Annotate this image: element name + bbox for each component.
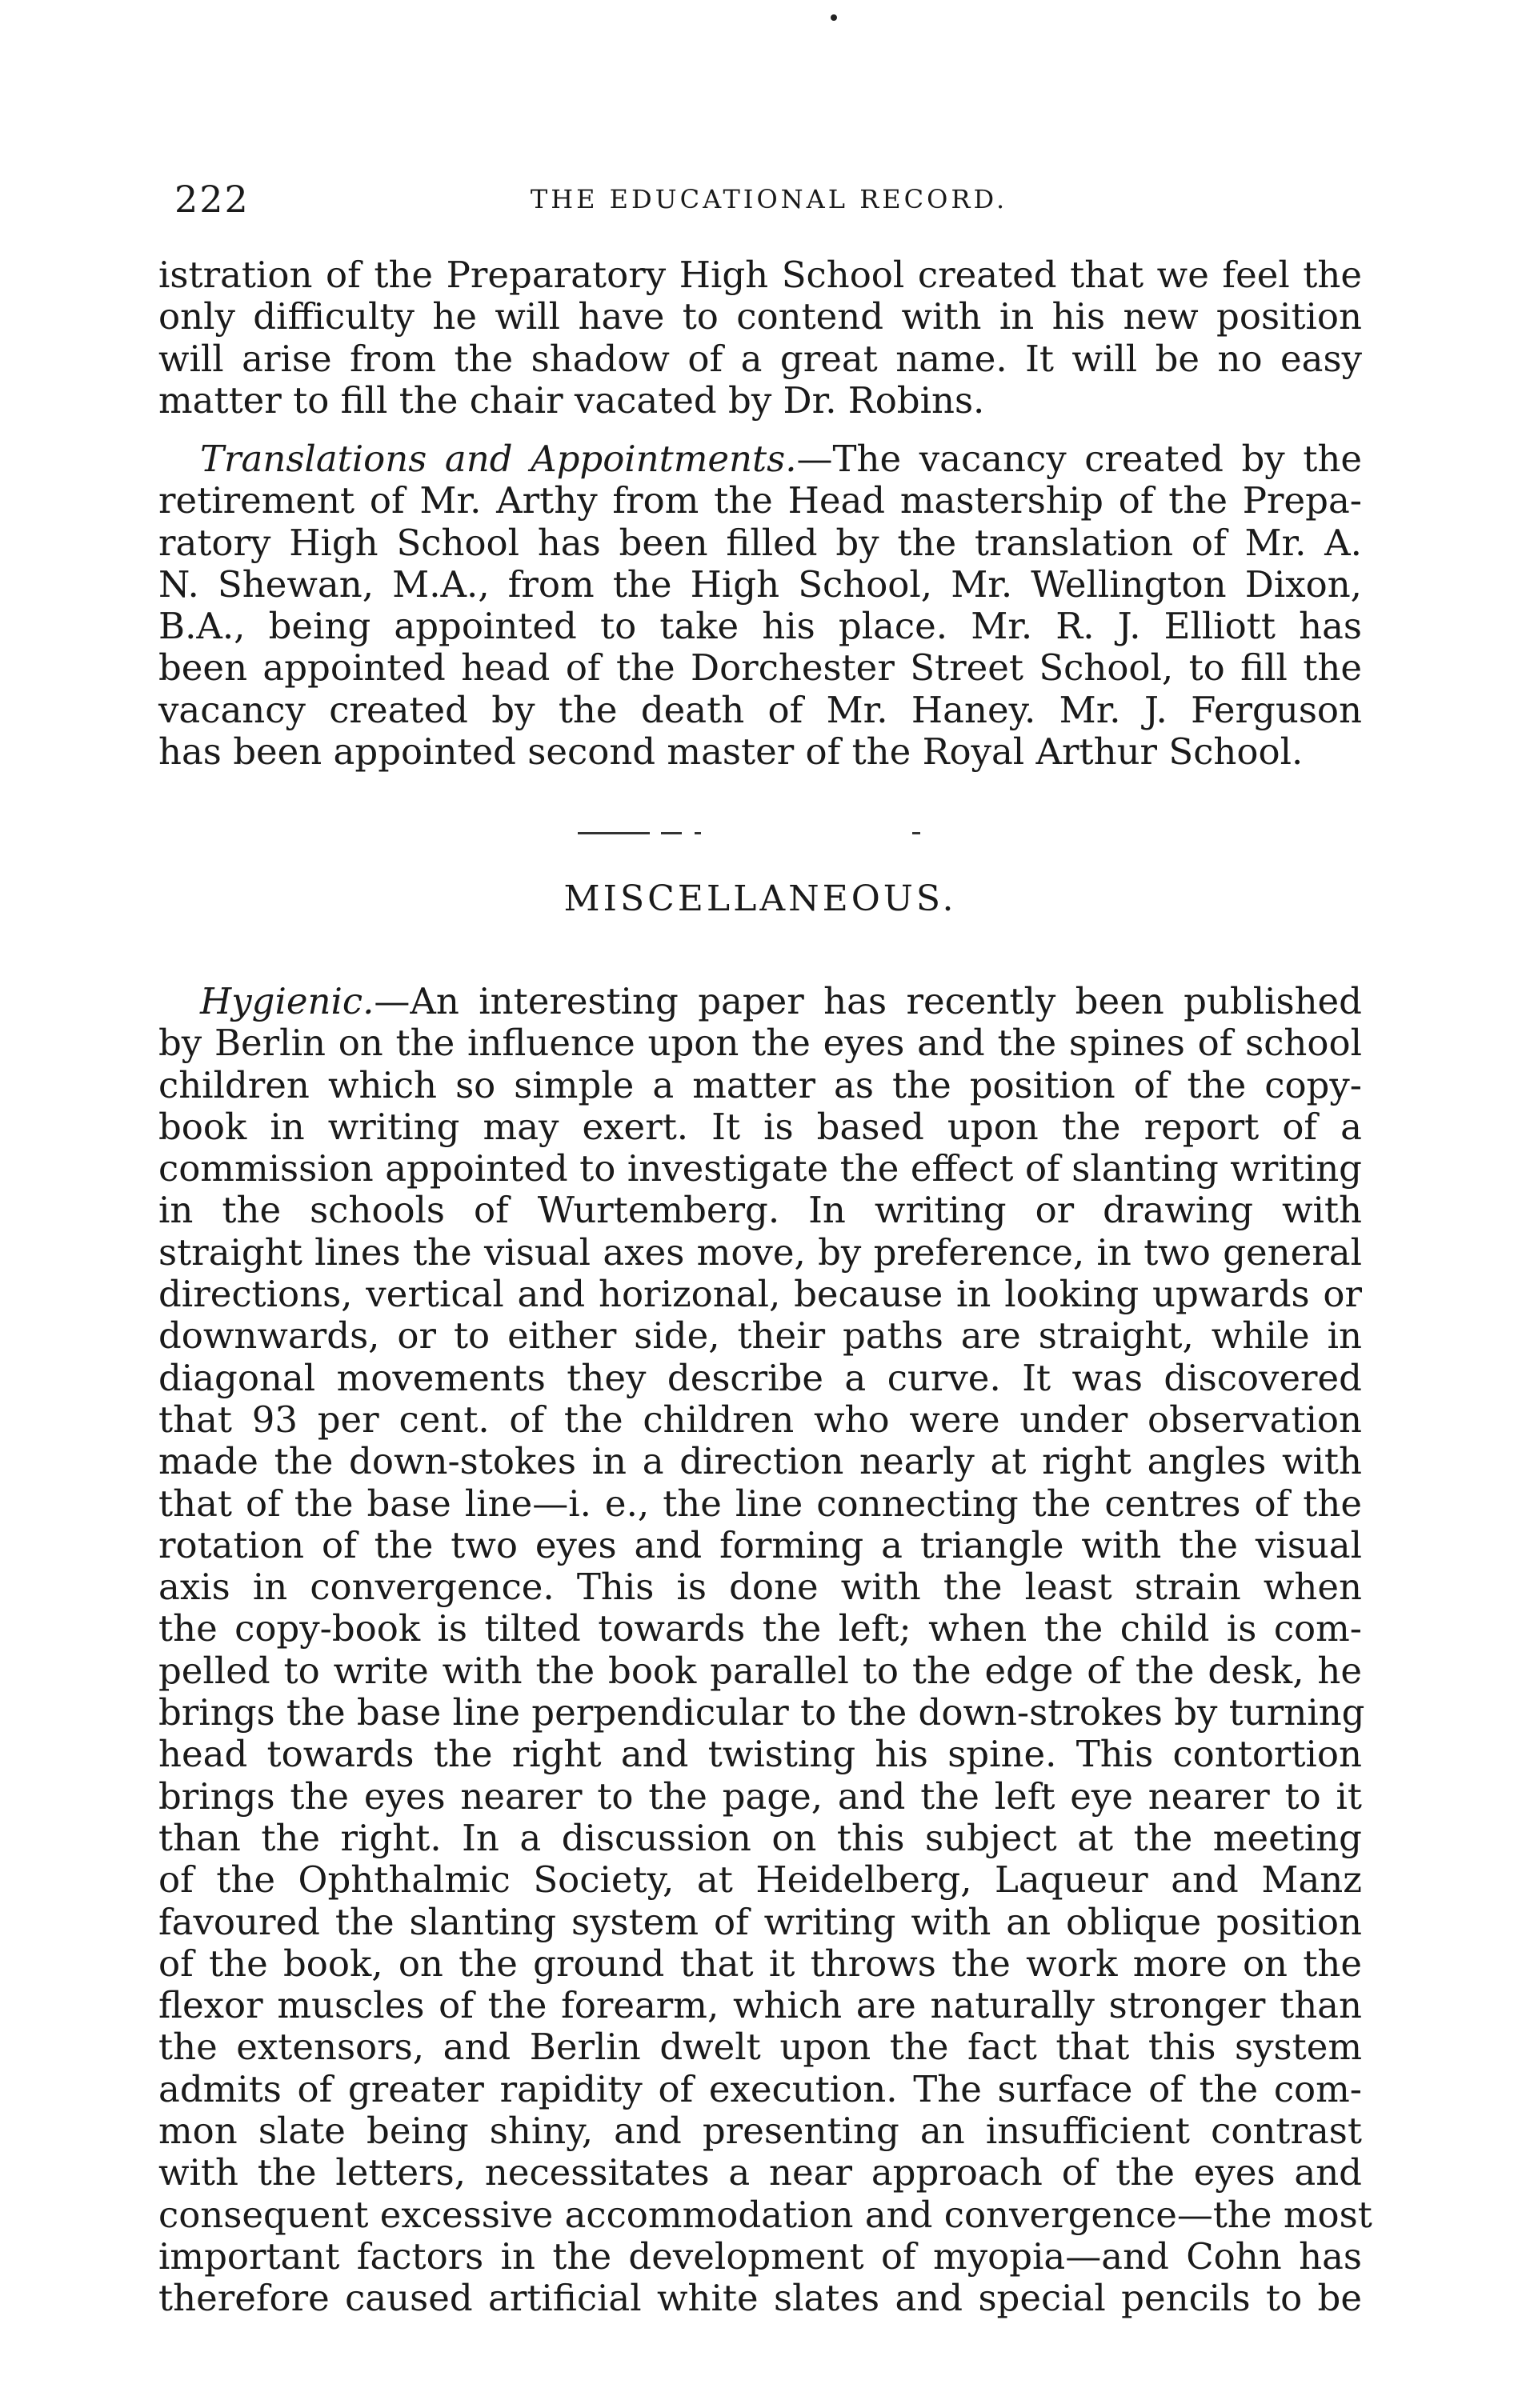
text-line: N. Shewan, M.A., from the High School, Mr. Wellington Dixon, [158, 562, 1362, 606]
text-line: pelled to write with the book parallel to the edge of the desk, he [158, 1649, 1362, 1692]
page-number: 222 [174, 178, 250, 221]
ink-speck [831, 14, 837, 21]
text-line: of the Ophthalmic Society, at Heidelberg, Laqueur and Manz [158, 1858, 1362, 1902]
text-line: children which so simple a matter as the position of the copy- [158, 1063, 1362, 1106]
text-line: rotation of the two eyes and forming a triangle with the visual [158, 1523, 1362, 1566]
text-line: been appointed head of the Dorchester Street School, to fill the [158, 646, 1362, 690]
text-line: by Berlin on the influence upon the eyes and the spines of school [158, 1022, 1362, 1065]
text-line: the extensors, and Berlin dwelt upon the fact that this system [158, 2026, 1362, 2069]
text-line [158, 981, 1362, 1022]
paragraph-hygienic [158, 980, 1372, 2320]
section-title: MISCELLANEOUS. [563, 878, 957, 919]
text-line: mon slate being shiny, and presenting an insufficient contrast [158, 2110, 1362, 2153]
text-line: istration of the Preparatory High School created that we feel the [158, 254, 1362, 296]
text-line: with the letters, necessitates a near approach of the eyes and [158, 2151, 1362, 2194]
text-line: made the down-stokes in a direction nearly at right angles with [158, 1440, 1362, 1483]
page-header [174, 178, 1364, 226]
text-line: book in writing may exert. It is based upon the report of a [158, 1105, 1362, 1148]
section-divider [578, 832, 650, 834]
section-divider [695, 832, 701, 834]
section-divider [661, 832, 682, 834]
running-head: THE EDUCATIONAL RECORD. [530, 184, 1008, 214]
text-line: favoured the slanting system of writing with an oblique position [158, 1900, 1362, 1943]
text-line: only difficulty he will have to contend with in his new position [158, 295, 1362, 338]
paragraph-text: —The vacancy created by the [796, 438, 1362, 480]
paragraph-continuation [158, 254, 1362, 422]
section-divider [912, 832, 920, 834]
paragraph-heading: Hygienic. [200, 980, 374, 1022]
text-line: important factors in the development of myopia—and Cohn has [158, 2234, 1362, 2278]
text-line: straight lines the visual axes move, by preference, in two general [158, 1230, 1362, 1274]
text-line: axis in convergence. This is done with the least strain when [158, 1566, 1362, 1609]
text-line [158, 438, 1362, 480]
paragraph-heading: Translations and Appointments. [200, 438, 797, 480]
text-line: ratory High School has been filled by the translation of Mr. A. [158, 521, 1362, 564]
text-line: brings the base line perpendicular to the down-strokes by turning [158, 1691, 1365, 1734]
text-line: in the schools of Wurtemberg. In writing or drawing with [158, 1189, 1362, 1232]
text-line: B.A., being appointed to take his place. Mr. R. J. Elliott has [158, 605, 1362, 648]
text-line: brings the eyes nearer to the page, and the left eye nearer to it [158, 1774, 1362, 1818]
text-line: the copy-book is tilted towards the left; when the child is com- [158, 1607, 1362, 1650]
text-line: flexor muscles of the forearm, which are naturally stronger than [158, 1984, 1362, 2027]
text-line: consequent excessive accommodation and convergence—the most [158, 2193, 1372, 2236]
text-line: that of the base line—i. e., the line connecting the centres of the [158, 1482, 1362, 1525]
text-line: than the right. In a discussion on this subject at the meeting [158, 1816, 1362, 1859]
text-line: therefore caused artificial white slates and special pencils to be [158, 2277, 1362, 2320]
text-line: commission appointed to investigate the effect of slanting writing [158, 1147, 1362, 1190]
text-line: retirement of Mr. Arthy from the Head mastership of the Prepa- [158, 479, 1362, 522]
text-line: that 93 per cent. of the children who were under observation [158, 1398, 1362, 1441]
text-line: of the book, on the ground that it throws the work more on the [158, 1942, 1362, 1985]
text-line: diagonal movements they describe a curve. It was discovered [158, 1356, 1362, 1399]
text-line: directions, vertical and horizonal, because in looking upwards or [158, 1273, 1362, 1316]
paragraph-translations-appointments [158, 438, 1362, 773]
text-line: matter to fill the chair vacated by Dr. Robins. [158, 378, 985, 422]
paragraph-text: —An interesting paper has recently been published [374, 980, 1362, 1022]
text-line: head towards the right and twisting his spine. This contortion [158, 1733, 1362, 1776]
text-line: admits of greater rapidity of execution. The surface of the com- [158, 2067, 1362, 2110]
text-line: has been appointed second master of the Royal Arthur School. [158, 730, 1304, 774]
text-line: will arise from the shadow of a great name. It will be no easy [158, 337, 1362, 380]
text-line: downwards, or to either side, their paths are straight, while in [158, 1314, 1362, 1358]
text-line: vacancy created by the death of Mr. Haney. Mr. J. Ferguson [158, 688, 1362, 731]
